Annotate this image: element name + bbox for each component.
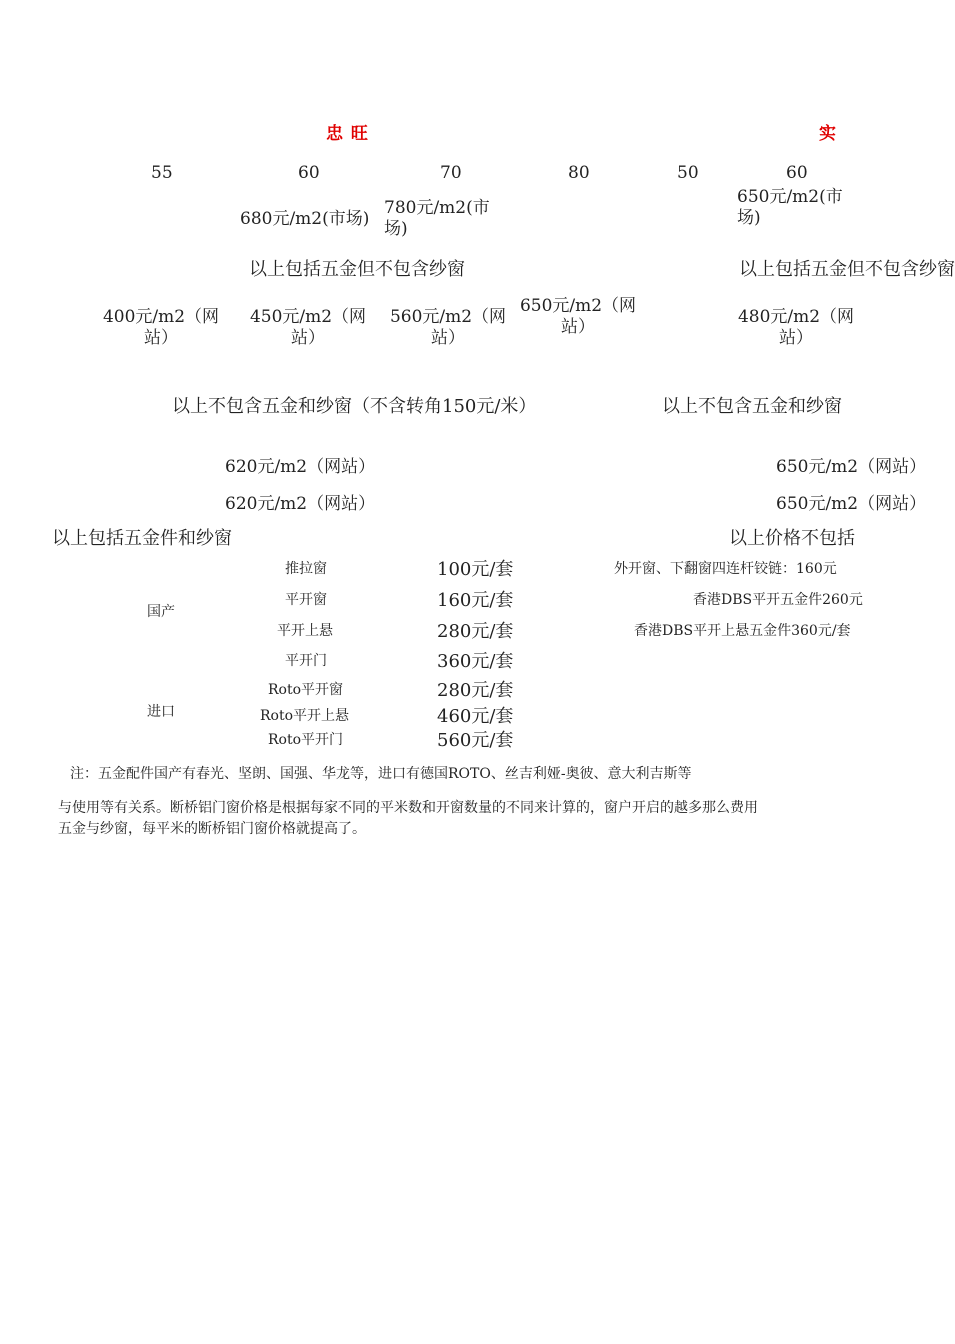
size-60: 60 [298, 163, 320, 183]
size-50: 50 [677, 163, 699, 183]
market-price-right-60: 650元/m2(市场) [737, 187, 843, 229]
footer-brands-line: 注：五金配件国产有春光、坚朗、国强、华龙等，进口有德国ROTO、丝吉利娅-奥彼、意大利吉斯等 [70, 766, 692, 782]
hardware-imported-label: 进口 [147, 704, 175, 720]
note-price-excl-right: 以上价格不包括 [729, 528, 855, 549]
web-price-2-row1-right: 650元/m2（网站） [776, 457, 927, 477]
web-price-2-row2-left: 620元/m2（网站） [225, 494, 376, 514]
note-hardware-no-screen-left: 以上包括五金但不包含纱窗 [249, 259, 465, 280]
hardware-item-price: 160元/套 [437, 590, 514, 611]
size-60-right: 60 [786, 163, 808, 183]
web-price-70: 560元/m2（网站） [389, 307, 507, 349]
hardware-domestic-label: 国产 [147, 604, 175, 620]
footer-paragraph-line1: 与使用等有关系。断桥铝门窗价格是根据每家不同的平米数和开窗数量的不同来计算的，窗户开启的越多那么费用 [58, 800, 758, 816]
note-no-hardware-right: 以上不包含五金和纱窗 [662, 396, 842, 417]
web-price-60: 450元/m2（网站） [249, 307, 367, 349]
hardware-item-name: 平开门 [285, 653, 327, 669]
hardware-item-price: 460元/套 [437, 706, 514, 727]
hardware-item-price: 360元/套 [437, 651, 514, 672]
hardware-item-price: 280元/套 [437, 680, 514, 701]
note-no-hardware-left: 以上不包含五金和纱窗（不含转角150元/米） [172, 396, 537, 417]
market-price-60: 680元/m2(市场) [240, 209, 370, 229]
hardware-right-note: 外开窗、下翻窗四连杆铰链：160元 [614, 561, 837, 577]
web-price-2-row2-right: 650元/m2（网站） [776, 494, 927, 514]
hardware-item-price: 280元/套 [437, 621, 514, 642]
hardware-item-price: 560元/套 [437, 730, 514, 751]
hardware-item-name: 平开窗 [285, 592, 327, 608]
web-price-2-row1-left: 620元/m2（网站） [225, 457, 376, 477]
note-hardware-no-screen-right: 以上包括五金但不包含纱窗 [739, 259, 955, 280]
market-price-70: 780元/m2(市场) [384, 198, 490, 240]
web-price-55: 400元/m2（网站） [102, 307, 220, 349]
hardware-right-note: 香港DBS平开上悬五金件360元/套 [634, 623, 851, 639]
note-incl-hardware-screen: 以上包括五金件和纱窗 [52, 528, 232, 549]
hardware-item-price: 100元/套 [437, 559, 514, 580]
hardware-item-name: Roto平开窗 [268, 682, 344, 698]
size-55: 55 [151, 163, 173, 183]
web-price-right-60: 480元/m2（网站） [737, 307, 855, 349]
hardware-item-name: Roto平开门 [268, 732, 344, 748]
web-price-80: 650元/m2（网站） [519, 296, 637, 338]
footer-paragraph-line2: 五金与纱窗，每平米的断桥铝门窗价格就提高了。 [58, 821, 366, 837]
hardware-item-name: Roto平开上悬 [260, 708, 350, 724]
hardware-item-name: 平开上悬 [277, 623, 333, 639]
size-80: 80 [568, 163, 590, 183]
size-70: 70 [440, 163, 462, 183]
brand-right-title: 实 [819, 124, 837, 144]
hardware-right-note: 香港DBS平开五金件260元 [693, 592, 863, 608]
hardware-item-name: 推拉窗 [285, 561, 327, 577]
brand-left-title: 忠 旺 [326, 124, 369, 144]
